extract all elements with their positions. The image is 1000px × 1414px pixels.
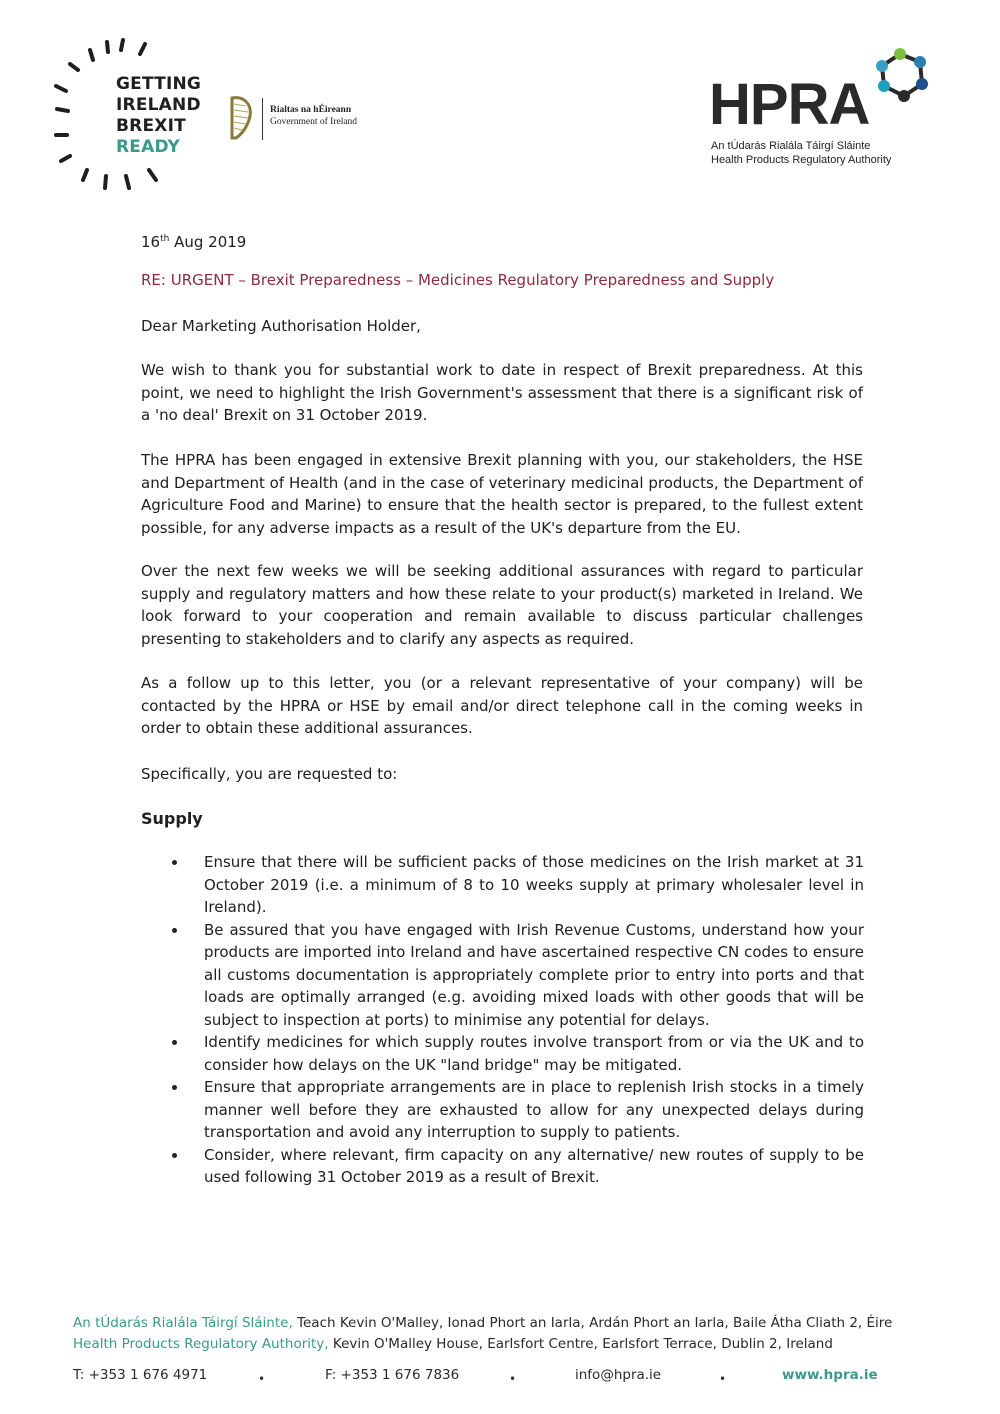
bullet-text: Consider, where relevant, firm capacity on any alternative/ new routes of supply to be used following 31 October 2019 as a result of Brexit.	[204, 1145, 864, 1186]
bullet-icon	[172, 860, 177, 865]
list-item	[168, 851, 864, 919]
bullet-text: Ensure that there will be sufficient packs of those medicines on the Irish market at 31 October 2019 (i.e. a minimum of 8 to 10 weeks supply at primary wholesaler level in Ireland).	[204, 853, 864, 916]
hpra-english-name: Health Products Regulatory Authority	[711, 154, 892, 166]
gov-irish-name: Rialtas na hÉireann	[270, 105, 352, 115]
logo-divider	[262, 98, 263, 140]
bullet-text: Ensure that appropriate arrangements are in place to replenish Irish stocks in a timely manner well before they are exhausted to allow for any unexpected delays during transportation and avoid any interruption to supply to patients.	[204, 1078, 864, 1141]
gibr-line-getting: GETTING	[116, 74, 202, 94]
date-day: 16	[141, 233, 161, 251]
footer-separator: •	[258, 1372, 266, 1386]
list-item	[168, 919, 864, 1032]
footer-english-name: Health Products Regulatory Authority,	[73, 1336, 329, 1352]
hpra-irish-name: An tÚdarás Rialála Táirgí Sláinte	[711, 140, 871, 152]
date-month-year: Aug 2019	[169, 233, 247, 251]
hpra-wordmark: HPRA	[709, 72, 870, 137]
bullet-icon	[172, 928, 177, 933]
gibr-line-ready: READY	[116, 137, 181, 157]
bullet-icon	[172, 1153, 177, 1158]
footer-phone: T: +353 1 676 4971	[73, 1367, 208, 1383]
letter-salutation: Dear Marketing Authorisation Holder,	[141, 317, 421, 335]
footer-separator: •	[509, 1372, 517, 1386]
letter-subject: RE: URGENT – Brexit Preparedness – Medicines Regulatory Preparedness and Supply	[141, 271, 775, 289]
letter-date	[141, 228, 246, 254]
bullet-text: Be assured that you have engaged with Irish Revenue Customs, understand how your products are imported into Ireland and have ascertained respective CN codes to ensure all customs documentation is appropriately complete prior to entry into ports and that loads are optimally arranged (e.g. avoiding mixed loads with other goods that will be subject to inspection at ports) to minimise any potential for delays.	[204, 920, 864, 1029]
paragraph: We wish to thank you for substantial work to date in respect of Brexit preparedness. At this point, we need to highlight the Irish Government's assessment that there is a significant risk of a 'no deal' Brexit on 31 October 2019.	[141, 361, 863, 424]
footer-email-link[interactable]: info@hpra.ie	[575, 1367, 662, 1383]
list-item	[168, 1076, 864, 1144]
paragraph: The HPRA has been engaged in extensive Brexit planning with you, our stakeholders, the HSE and Department of Health (and in the case of veterinary medicinal products, the Department of Agriculture Food and Marine) to ensure that the health sector is prepared, to the fullest extent possible, for any adverse impacts as a result of the UK's departure from the EU.	[141, 451, 863, 537]
supply-bullet-list	[168, 851, 864, 1189]
supply-heading: Supply	[141, 809, 203, 828]
footer-irish-address-text: Teach Kevin O'Malley, Ionad Phort an Iarla, Ardán Phort an Iarla, Baile Átha Cliath 2, Éire	[292, 1315, 893, 1331]
harp-icon	[226, 94, 254, 140]
government-of-ireland-label	[270, 104, 357, 128]
gibr-line-brexit: BREXIT	[116, 116, 186, 136]
footer-fax: F: +353 1 676 7836	[325, 1367, 460, 1383]
request-intro: Specifically, you are requested to:	[141, 765, 398, 783]
list-item	[168, 1144, 864, 1189]
gov-english-name: Government of Ireland	[270, 117, 358, 127]
hpra-subtitle	[711, 139, 891, 167]
bullet-icon	[172, 1085, 177, 1090]
footer-irish-name: An tÚdarás Rialála Táirgí Sláinte,	[73, 1315, 293, 1331]
hpra-molecule-icon	[868, 42, 938, 110]
footer-english-address-text: Kevin O'Malley House, Earlsfort Centre, Earlsfort Terrace, Dublin 2, Ireland	[328, 1336, 833, 1352]
gibr-wordmark	[116, 74, 201, 158]
footer-irish-address	[73, 1312, 892, 1334]
list-item	[168, 1031, 864, 1076]
footer-english-address	[73, 1333, 833, 1355]
paragraph: As a follow up to this letter, you (or a relevant representative of your company) will be contacted by the HPRA or HSE by email and/or direct telephone call in the coming weeks in order to obtain these additional assurances.	[141, 674, 863, 737]
bullet-text: Identify medicines for which supply routes involve transport from or via the UK and to consider how delays on the UK "land bridge" may be mitigated.	[204, 1033, 864, 1074]
date-suffix: th	[160, 234, 170, 244]
bullet-icon	[172, 1040, 177, 1045]
footer-website-link[interactable]: www.hpra.ie	[782, 1367, 878, 1383]
gibr-line-ireland: IRELAND	[116, 95, 201, 115]
paragraph: Over the next few weeks we will be seeking additional assurances with regard to particular supply and regulatory matters and how these relate to your product(s) marketed in Ireland. We look forward to your cooperation and remain available to discuss particular challenges presenting to stakeholders and to clarify any aspects as required.	[141, 562, 863, 648]
footer-separator: •	[719, 1372, 727, 1386]
